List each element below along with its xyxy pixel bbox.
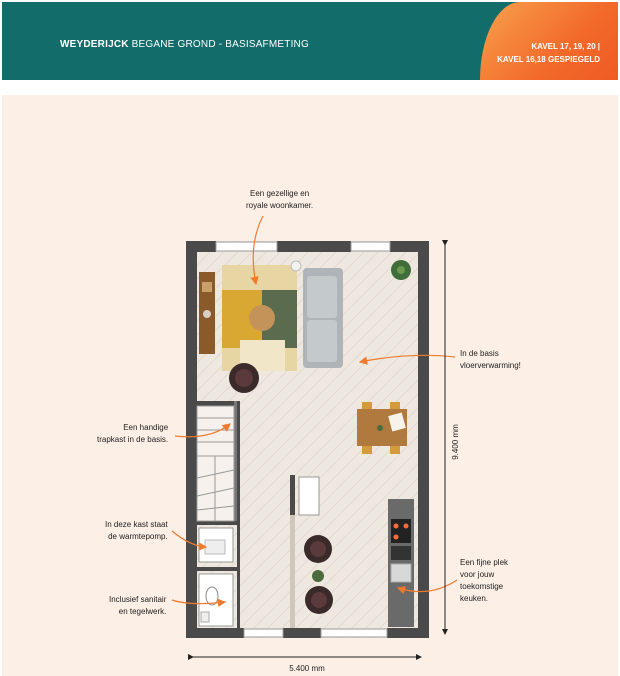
toilet [199,574,233,626]
title-subtitle: BEGANE GROND - BASISAFMETING [128,39,309,50]
annotation-kitchen: Een fijne plek voor jouw toekomstige keuken. [460,558,509,603]
annotation-floor-heating: In de basis vloerverwarming! [460,349,521,370]
width-dimension-label: 5.400 mm [289,664,325,673]
badge-line-1: KAVEL 17, 19, 20 | [531,42,600,51]
height-dimension-label: 9.400 mm [451,424,460,460]
armchair [229,363,259,393]
title-project-name: WEYDERIJCK [60,39,129,50]
sofa [303,268,343,368]
floor-lamp [291,261,301,271]
kitchen-block [388,499,414,627]
badge-line-2: KAVEL 16,18 GESPIEGELD [497,55,600,64]
annotation-heat-pump: In deze kast staat de warmtepomp. [105,520,168,541]
annotation-sanitary: Inclusief sanitair en tegelwerk. [109,595,167,616]
tv-cabinet [199,272,215,354]
annotation-stair-cupboard: Een handige trapkast in de basis. [97,423,169,444]
meter-cupboard [299,477,319,515]
plant [391,260,411,280]
staircase [197,406,234,521]
heat-pump-unit [199,528,233,562]
rug [222,265,297,371]
annotation-living-room: Een gezellige en royale woonkamer. [246,189,314,210]
